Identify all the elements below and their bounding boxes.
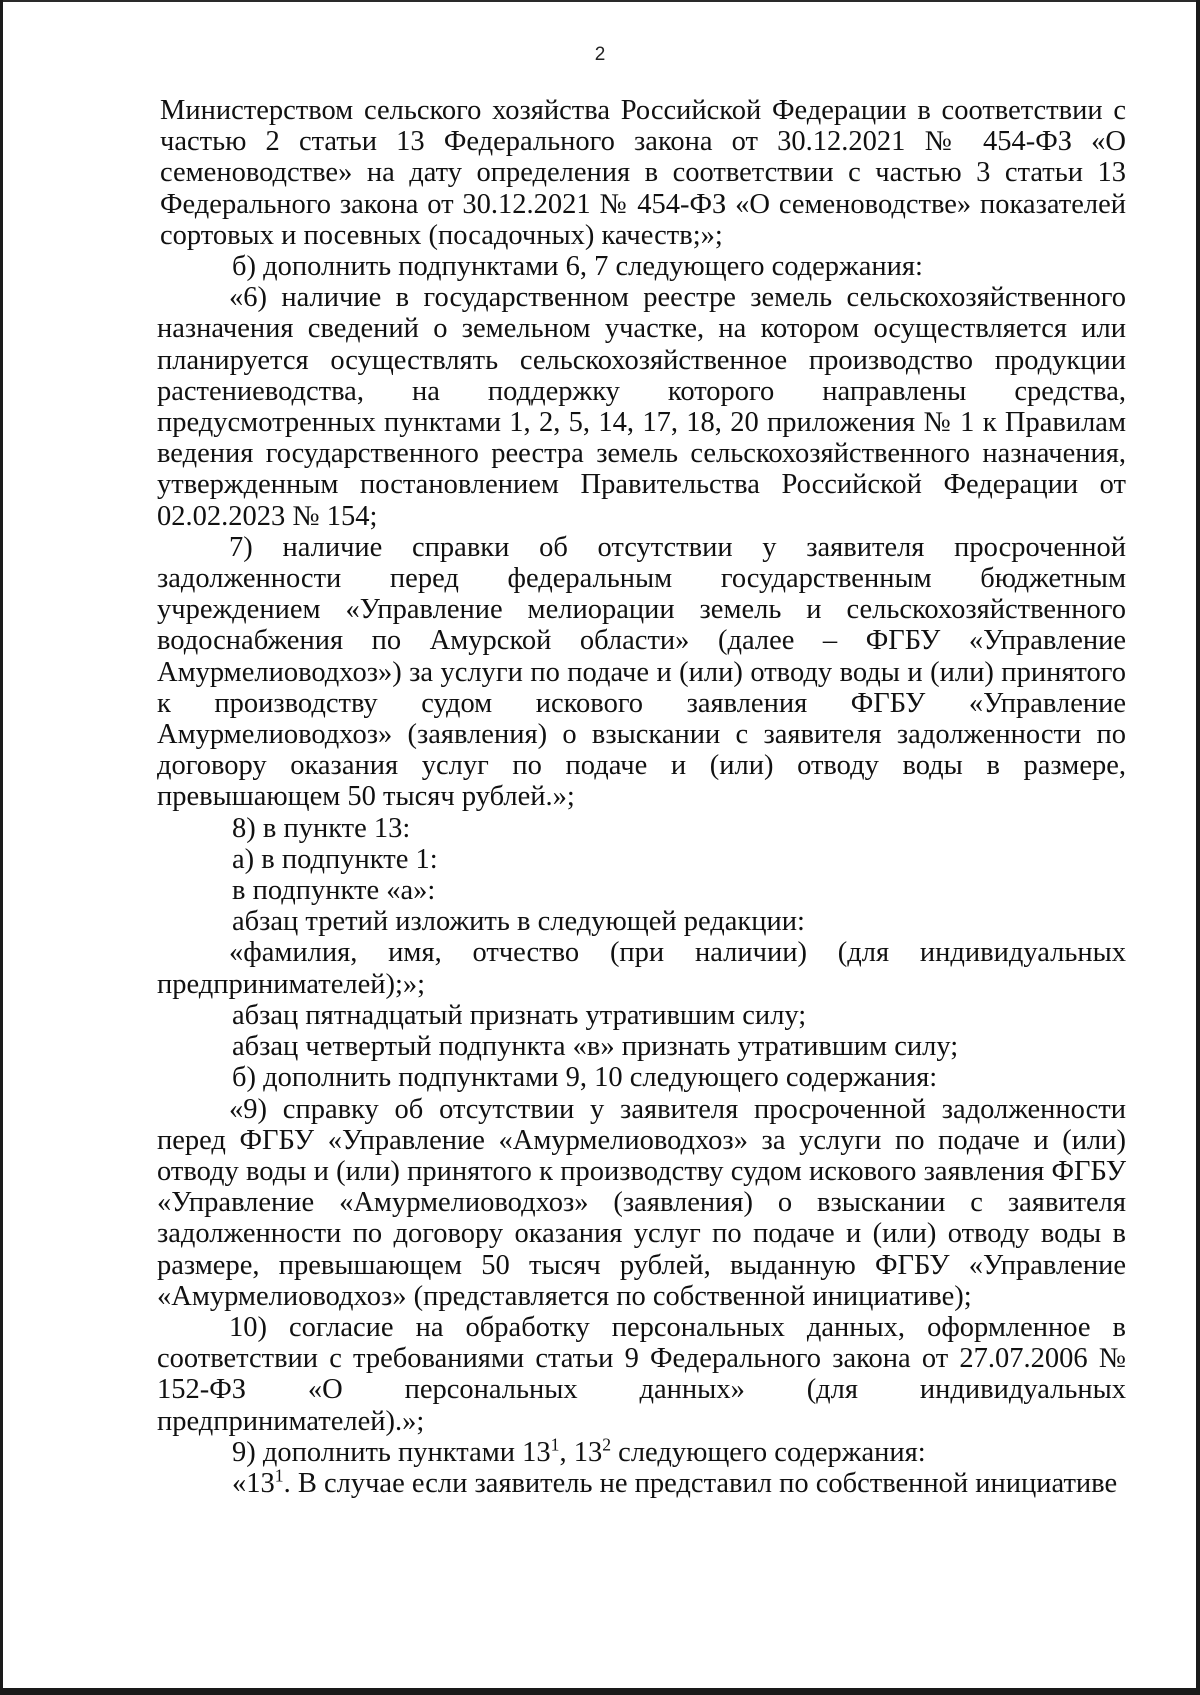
paragraph-10: абзац пятнадцатый признать утратившим силу; bbox=[232, 999, 807, 1031]
page-number: 2 bbox=[594, 44, 606, 65]
paragraph-16-after: . В случае если заявитель не представил по собственной инициативе bbox=[283, 1467, 1118, 1499]
paragraph-16-before: «13 bbox=[232, 1467, 275, 1499]
paragraph-15-sup-2: 2 bbox=[602, 1434, 612, 1455]
paragraph-12: б) дополнить подпунктами 9, 10 следующего содержания: bbox=[232, 1062, 938, 1094]
paragraph-15-before: 9) дополнить пунктами 13 bbox=[232, 1436, 551, 1468]
scan-edge-left bbox=[0, 0, 3, 1695]
paragraph-3: «6) наличие в государственном реестре земель сельскохозяйственного назначения сведений о земельном участке, на котором осуществляется или планируется осуществлять сельскохозяйственное производство продукции растениеводства, на поддержку которого направлены средства, предусмотренных пунктами 1, 2, 5, 14, 17, 18, 20 приложения № 1 к Правилам ведения государственного реестра земель сельскохозяйственного назначения, утвержденным постановлением Правительства Российской Федерации от 02.02.2023 № 154; bbox=[157, 282, 1126, 532]
paragraph-2: б) дополнить подпунктами 6, 7 следующего содержания: bbox=[232, 251, 923, 283]
scan-edge-right bbox=[1196, 0, 1200, 1695]
paragraph-4: 7) наличие справки об отсутствии у заявителя просроченной задолженности перед федеральным государственным бюджетным учреждением «Управление мелиорации земель и сельскохозяйственного водоснабжения по Амурской области» (далее – ФГБУ «Управление Амурмелиоводхоз») за услуги по подаче и (или) отводу воды и (или) принятого к производству судом искового заявления ФГБУ «Управление Амурмелиоводхоз» (заявления) о взыскании с заявителя задолженности по договору оказания услуг по подаче и (или) отводу воды в размере, превышающем 50 тысяч рублей.»; bbox=[157, 531, 1126, 813]
paragraph-14: 10) согласие на обработку персональных данных, оформленное в соответствии с требованиями статьи 9 Федерального закона от 27.07.2006 № 152-ФЗ «О персональных данных» (для индивидуальных предпринимателей).»; bbox=[157, 1311, 1126, 1437]
paragraph-5: 8) в пункте 13: bbox=[232, 812, 411, 844]
scan-edge-top bbox=[0, 0, 1200, 2]
paragraph-15 bbox=[160, 1434, 1126, 1468]
paragraph-1: Министерством сельского хозяйства Российской Федерации в соответствии с частью 2 статьи 13 Федерального закона от 30.12.2021 № 454-ФЗ «О семеноводстве» на дату определения в соответствии с частью 3 статьи 13 Федерального закона от 30.12.2021 № 454-ФЗ «О семеноводстве» показателей сортовых и посевных (посадочных) качеств;»; bbox=[160, 95, 1126, 251]
scan-edge-bottom bbox=[0, 1688, 1200, 1695]
paragraph-11: абзац четвертый подпункта «в» признать утратившим силу; bbox=[232, 1031, 959, 1063]
paragraph-16 bbox=[160, 1465, 1126, 1499]
paragraph-13: «9) справку об отсутствии у заявителя просроченной задолженности перед ФГБУ «Управление «Амурмелиоводхоз» за услуги по подаче и (или) отводу воды и (или) принятого к производству судом искового заявления ФГБУ «Управление «Амурмелиоводхоз» (заявления) о взыскании с заявителя задолженности по договору оказания услуг по подаче и (или) отводу воды в размере, превышающем 50 тысяч рублей, выданную ФГБУ «Управление «Амурмелиоводхоз» (представляется по собственной инициативе); bbox=[157, 1093, 1126, 1312]
paragraph-15-sup-1: 1 bbox=[550, 1434, 560, 1455]
paragraph-9: «фамилия, имя, отчество (при наличии) (для индивидуальных предпринимателей);»; bbox=[157, 937, 1126, 1000]
paragraph-15-after: следующего содержания: bbox=[611, 1436, 926, 1468]
paragraph-7: в подпункте «а»: bbox=[232, 875, 436, 907]
paragraph-6: а) в подпункте 1: bbox=[232, 843, 438, 875]
paragraph-15-middle: , 13 bbox=[559, 1436, 603, 1468]
paragraph-16-sup: 1 bbox=[274, 1465, 284, 1486]
paragraph-8: абзац третий изложить в следующей редакции: bbox=[232, 906, 805, 938]
document-body bbox=[157, 95, 1126, 1499]
